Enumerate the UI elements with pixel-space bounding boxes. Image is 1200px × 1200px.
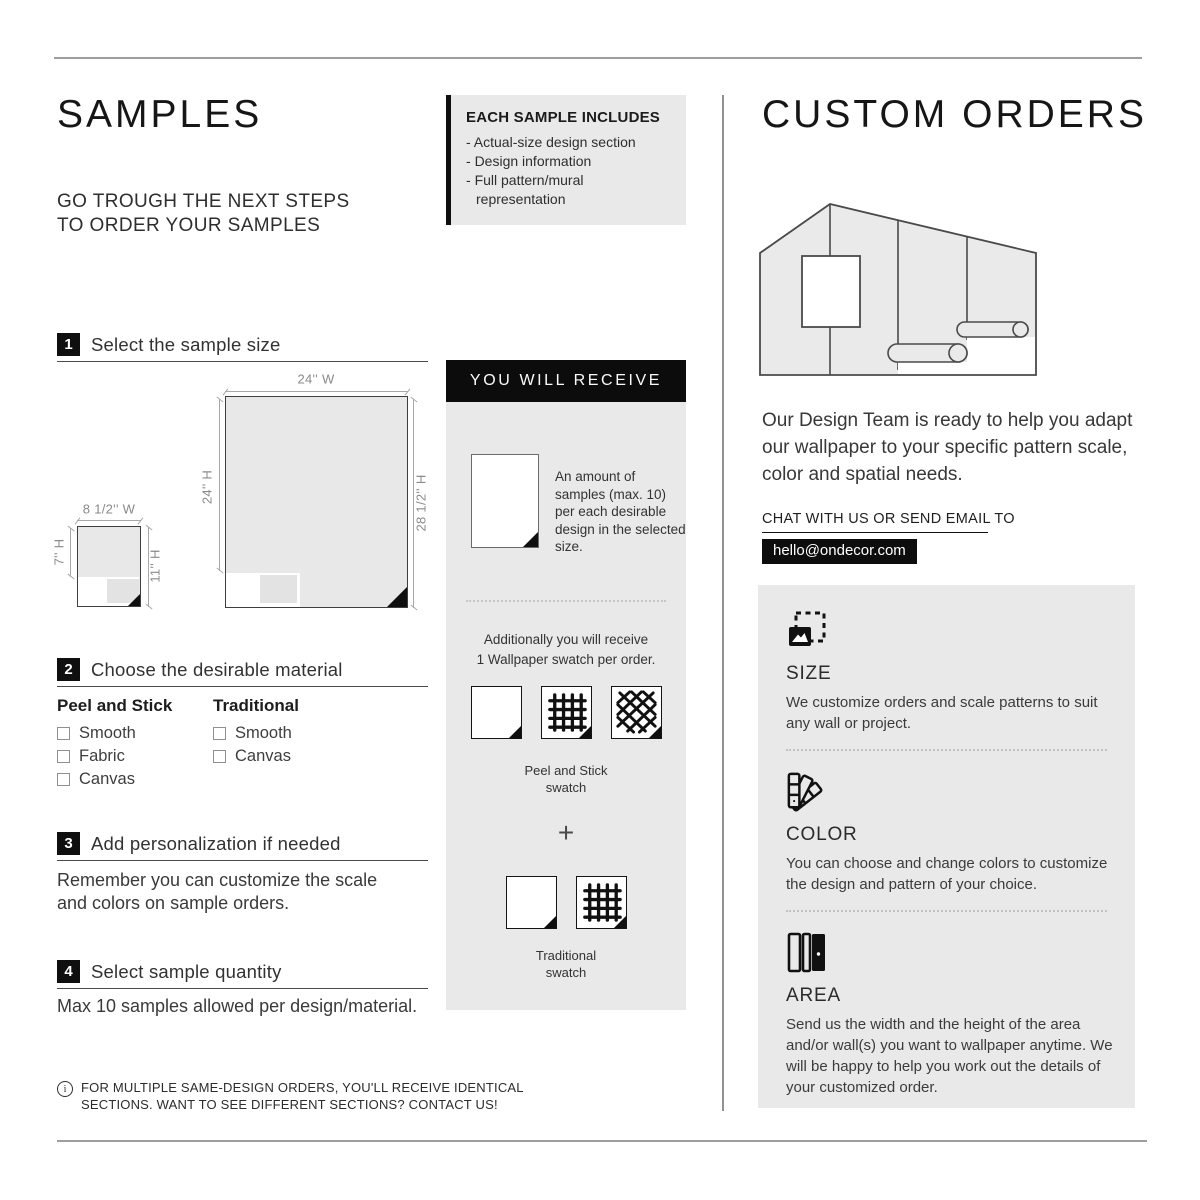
large-height-left-label: 24'' H <box>199 469 215 505</box>
step2-label: Choose the desirable material <box>91 658 343 680</box>
additional-note-line1: Additionally you will receive <box>483 632 649 647</box>
feature-area <box>786 932 1135 1098</box>
checkbox-icon[interactable] <box>213 750 226 763</box>
material-option[interactable] <box>213 747 365 765</box>
folded-corner-icon <box>523 532 538 547</box>
step1-header <box>57 333 428 362</box>
footnote-line2: SECTIONS. WANT TO SEE DIFFERENT SECTIONS? CONTACT US! <box>81 1097 498 1112</box>
folded-corner-icon <box>509 726 521 738</box>
feature-color-text: You can choose and change colors to customize the design and pattern of your choice. <box>786 855 1108 893</box>
step4-label: Select sample quantity <box>91 960 282 982</box>
samples-intro-line2: TO ORDER YOUR SAMPLES <box>57 215 321 236</box>
column-divider <box>722 95 724 1111</box>
peel-swatch-label-line2: swatch <box>545 780 587 795</box>
large-height-left-dim-line <box>219 399 220 571</box>
step1-label: Select the sample size <box>91 333 281 355</box>
info-icon <box>57 1081 73 1097</box>
small-height-left-label: 7'' H <box>51 538 67 566</box>
window <box>802 256 860 327</box>
large-sample-pattern-tile <box>260 575 297 603</box>
checkbox-icon[interactable] <box>57 750 70 763</box>
grid-swatch-icon <box>541 686 592 739</box>
traditional-swatch-row <box>446 876 686 929</box>
small-sample-diagram <box>77 526 141 607</box>
material-option-label: Smooth <box>235 724 292 742</box>
peel-and-stick-title: Peel and Stick <box>57 696 173 715</box>
top-divider <box>54 57 1142 59</box>
step1-number-badge: 1 <box>57 333 80 356</box>
you-will-receive-banner: YOU WILL RECEIVE <box>446 360 686 402</box>
folded-corner-icon <box>544 916 556 928</box>
large-width-dim-line <box>225 391 408 392</box>
folded-corner-icon <box>128 594 140 606</box>
step3-note-line1: Remember you can customize the scale <box>57 870 378 890</box>
wallpaper-roll-icon <box>888 344 967 362</box>
crosshatch-swatch-icon <box>611 686 662 739</box>
step3-label: Add personalization if needed <box>91 832 341 854</box>
step4-number-badge: 4 <box>57 960 80 983</box>
area-panels-icon <box>786 932 828 974</box>
material-peel-and-stick-group <box>57 696 209 793</box>
small-width-dim-line <box>77 520 141 521</box>
feature-size-title: SIZE <box>786 663 832 684</box>
bottom-divider <box>57 1140 1147 1142</box>
list-item: - Full pattern/mural representation <box>466 171 674 209</box>
large-sample-design-area <box>226 573 300 607</box>
blank-swatch-icon <box>471 686 522 739</box>
step2-number-badge: 2 <box>57 658 80 681</box>
material-option[interactable] <box>213 724 365 742</box>
footnote-text <box>81 1079 524 1113</box>
wallpaper-roll-icon <box>957 322 1028 337</box>
contact-block <box>762 510 1015 564</box>
material-option-label: Smooth <box>79 724 136 742</box>
custom-orders-intro: Our Design Team is ready to help you adapt our wallpaper to your specific pattern scale, color and spatial needs. <box>762 410 1133 485</box>
each-sample-includes-box <box>446 95 686 225</box>
color-swatches-icon <box>786 771 828 813</box>
folded-corner-icon <box>387 587 407 607</box>
material-option-label: Canvas <box>79 770 135 788</box>
step2-header <box>57 658 428 687</box>
dotted-divider <box>786 749 1107 751</box>
step4-note: Max 10 samples allowed per design/material. <box>57 996 418 1016</box>
custom-orders-title: CUSTOM ORDERS <box>762 93 1147 136</box>
checkbox-icon[interactable] <box>57 773 70 786</box>
wallpapered-wall-diagram <box>740 190 1050 385</box>
chat-label: CHAT WITH US OR SEND EMAIL TO <box>762 511 988 533</box>
samples-intro-line1: GO TROUGH THE NEXT STEPS <box>57 191 350 212</box>
feature-color-title: COLOR <box>786 824 858 845</box>
checkbox-icon[interactable] <box>57 727 70 740</box>
checkbox-icon[interactable] <box>213 727 226 740</box>
dotted-divider <box>466 600 666 602</box>
samples-amount-note: An amount of samples (max. 10) per each desirable design in the selected size. <box>555 469 686 554</box>
peel-swatch-label <box>446 762 686 796</box>
feature-area-title: AREA <box>786 985 841 1006</box>
blank-swatch-icon <box>506 876 557 929</box>
list-item: - Design information <box>466 152 674 171</box>
traditional-title: Traditional <box>213 696 299 715</box>
material-option[interactable] <box>57 770 209 788</box>
large-width-label: 24'' W <box>297 371 335 387</box>
each-sample-includes-title: EACH SAMPLE INCLUDES <box>466 109 661 126</box>
small-height-left-dim-line <box>70 528 71 577</box>
large-height-right-label: 28 1/2'' H <box>413 474 429 532</box>
large-sample-diagram <box>225 396 408 608</box>
list-item: - Actual-size design section <box>466 133 674 152</box>
samples-intro <box>57 190 350 238</box>
material-traditional-group <box>213 696 365 770</box>
footnote <box>57 1079 524 1113</box>
material-option[interactable] <box>57 724 209 742</box>
step3-note-line2: and colors on sample orders. <box>57 893 290 913</box>
folded-corner-icon <box>614 916 626 928</box>
peel-swatch-row <box>446 686 686 739</box>
additional-note-line2: 1 Wallpaper swatch per order. <box>476 652 656 667</box>
dotted-divider <box>786 910 1107 912</box>
traditional-swatch-label-line1: Traditional <box>535 948 597 963</box>
step3-header <box>57 832 428 861</box>
traditional-swatch-label <box>446 947 686 981</box>
custom-features-panel <box>758 585 1135 1108</box>
sample-sheet-icon <box>471 454 539 548</box>
step4-header <box>57 960 428 989</box>
plus-icon: + <box>557 817 575 848</box>
email-badge[interactable]: hello@ondecor.com <box>762 539 917 564</box>
footnote-line1: FOR MULTIPLE SAME-DESIGN ORDERS, YOU'LL RECEIVE IDENTICAL <box>81 1080 524 1095</box>
feature-area-text: Send us the width and the height of the area and/or wall(s) you want to wallpaper anytime. We will be happy to help you work out the details of your customized order. <box>786 1016 1113 1096</box>
step3-note <box>57 869 377 915</box>
samples-title: SAMPLES <box>57 93 263 136</box>
peel-swatch-label-line1: Peel and Stick <box>524 763 608 778</box>
feature-color <box>786 771 1135 912</box>
size-crop-icon <box>786 610 828 652</box>
folded-corner-icon <box>649 726 661 738</box>
traditional-swatch-label-line2: swatch <box>545 965 587 980</box>
feature-size-text: We customize orders and scale patterns to suit any wall or project. <box>786 694 1098 732</box>
folded-corner-icon <box>579 726 591 738</box>
material-option-label: Canvas <box>235 747 291 765</box>
you-will-receive-panel <box>446 402 686 1010</box>
additional-note <box>446 630 686 670</box>
step3-number-badge: 3 <box>57 832 80 855</box>
small-height-right-label: 11'' H <box>147 549 163 583</box>
material-option-label: Fabric <box>79 747 125 765</box>
grid-swatch-icon <box>576 876 627 929</box>
material-option[interactable] <box>57 747 209 765</box>
small-width-label: 8 1/2'' W <box>82 501 136 517</box>
feature-size <box>786 610 1135 751</box>
